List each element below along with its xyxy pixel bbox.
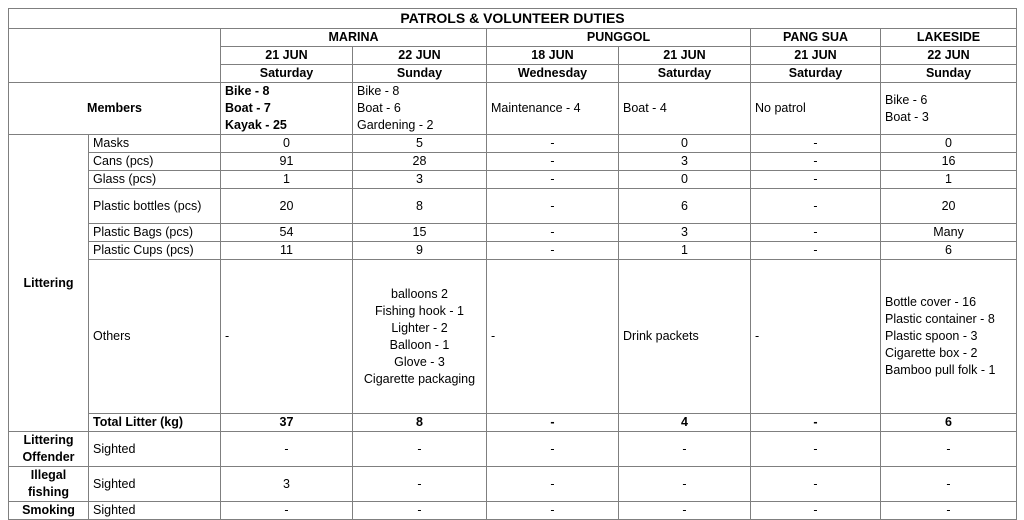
offence-value: 3 (221, 467, 353, 502)
litter-value: 0 (881, 135, 1017, 153)
patrols-table (8, 8, 1017, 520)
total-value: 6 (881, 414, 1017, 432)
members-line: No patrol (755, 101, 806, 115)
litter-value: 8 (353, 189, 487, 224)
litter-item-label: Masks (89, 135, 221, 153)
total-value: - (487, 414, 619, 432)
header-corner (9, 29, 221, 83)
litter-value: - (751, 135, 881, 153)
members-cell (353, 83, 487, 135)
litter-row (9, 242, 1017, 260)
total-row (9, 414, 1017, 432)
day-header: Wednesday (487, 65, 619, 83)
litter-value: 1 (881, 171, 1017, 189)
table-title: PATROLS & VOLUNTEER DUTIES (9, 9, 1017, 29)
total-value: - (751, 414, 881, 432)
others-line: Cigarette box - 2 (885, 346, 978, 360)
others-line: - (491, 329, 496, 343)
day-header: Saturday (751, 65, 881, 83)
location-header: PANG SUA (751, 29, 881, 47)
litter-value: 0 (619, 135, 751, 153)
members-cell (221, 83, 353, 135)
offence-value: - (619, 467, 751, 502)
offence-label: Sighted (89, 467, 221, 502)
others-line: Fishing hook - 1 (375, 303, 464, 318)
offence-row (9, 432, 1017, 467)
litter-value: - (487, 189, 619, 224)
offence-value: - (487, 502, 619, 520)
litter-value: 91 (221, 153, 353, 171)
litter-row (9, 189, 1017, 224)
litter-value: 20 (221, 189, 353, 224)
litter-item-label: Plastic Cups (pcs) (89, 242, 221, 260)
others-line: balloons 2 (391, 286, 448, 301)
litter-value: - (751, 153, 881, 171)
date-header: 21 JUN (221, 47, 353, 65)
offence-row (9, 467, 1017, 502)
litter-row (9, 135, 1017, 153)
others-cell (221, 260, 353, 414)
others-line: Bamboo pull folk - 1 (885, 363, 996, 377)
offence-category: Illegal fishing (9, 467, 89, 502)
date-header: 21 JUN (751, 47, 881, 65)
others-line: Cigarette packaging (363, 371, 476, 386)
litter-value: 16 (881, 153, 1017, 171)
location-header-row (9, 29, 1017, 47)
location-header: LAKESIDE (881, 29, 1017, 47)
date-header: 18 JUN (487, 47, 619, 65)
litter-value: 5 (353, 135, 487, 153)
total-value: 4 (619, 414, 751, 432)
others-line: Plastic container - 8 (885, 312, 995, 326)
day-header: Saturday (221, 65, 353, 83)
members-line: Maintenance - 4 (491, 101, 581, 115)
members-line: Boat - 7 (225, 101, 271, 115)
date-header: 22 JUN (353, 47, 487, 65)
litter-value: 15 (353, 224, 487, 242)
litter-item-label: Plastic Bags (pcs) (89, 224, 221, 242)
offence-value: - (751, 467, 881, 502)
members-cell (619, 83, 751, 135)
offence-value: - (881, 432, 1017, 467)
total-value: 37 (221, 414, 353, 432)
offence-value: - (353, 502, 487, 520)
litter-value: 3 (619, 153, 751, 171)
litter-value: 9 (353, 242, 487, 260)
members-cell (487, 83, 619, 135)
offence-label: Sighted (89, 502, 221, 520)
others-line: Glove - 3 (394, 354, 445, 369)
date-header: 22 JUN (881, 47, 1017, 65)
litter-value: 28 (353, 153, 487, 171)
offence-value: - (487, 467, 619, 502)
litter-value: 54 (221, 224, 353, 242)
litter-value: - (487, 153, 619, 171)
litter-value: 1 (619, 242, 751, 260)
others-line: Drink packets (623, 329, 699, 343)
offence-value: - (751, 502, 881, 520)
members-line: Bike - 8 (225, 84, 270, 98)
litter-value: 20 (881, 189, 1017, 224)
others-row (9, 260, 1017, 414)
others-line: Bottle cover - 16 (885, 295, 977, 309)
members-line: Bike - 6 (885, 92, 928, 107)
others-cell (487, 260, 619, 414)
offence-value: - (881, 467, 1017, 502)
offence-value: - (619, 432, 751, 467)
duties-sheet (8, 8, 1016, 520)
litter-item-label: Plastic bottles (pcs) (89, 189, 221, 224)
litter-value: - (487, 224, 619, 242)
day-header: Sunday (881, 65, 1017, 83)
litter-value: 0 (221, 135, 353, 153)
offence-value: - (353, 467, 487, 502)
total-value: 8 (353, 414, 487, 432)
litter-value: 11 (221, 242, 353, 260)
others-cell (353, 260, 487, 414)
offence-value: - (619, 502, 751, 520)
litter-value: 0 (619, 171, 751, 189)
litter-value: - (751, 224, 881, 242)
offence-value: - (221, 502, 353, 520)
offence-label: Sighted (89, 432, 221, 467)
offence-value: - (881, 502, 1017, 520)
date-header: 21 JUN (619, 47, 751, 65)
members-line: Boat - 3 (885, 109, 929, 124)
others-cell (751, 260, 881, 414)
total-label: Total Litter (kg) (89, 414, 221, 432)
offence-row (9, 502, 1017, 520)
others-line: - (755, 329, 760, 343)
members-line: Boat - 4 (623, 101, 667, 115)
litter-item-label: Cans (pcs) (89, 153, 221, 171)
litter-value: - (751, 242, 881, 260)
litter-row (9, 171, 1017, 189)
members-line: Gardening - 2 (357, 118, 434, 132)
day-header: Sunday (353, 65, 487, 83)
members-row (9, 83, 1017, 135)
litter-value: Many (881, 224, 1017, 242)
litter-row (9, 224, 1017, 242)
litter-value: 3 (353, 171, 487, 189)
litter-value: - (487, 242, 619, 260)
offence-category: Smoking (9, 502, 89, 520)
litter-value: 1 (221, 171, 353, 189)
litter-value: - (751, 189, 881, 224)
others-label: Others (89, 260, 221, 414)
offence-value: - (751, 432, 881, 467)
litter-value: 6 (881, 242, 1017, 260)
location-header: MARINA (221, 29, 487, 47)
others-line: Plastic spoon - 3 (885, 329, 978, 343)
members-cell (881, 83, 1017, 135)
offence-value: - (221, 432, 353, 467)
members-line: Boat - 6 (357, 101, 401, 115)
members-line: Kayak - 25 (225, 118, 287, 132)
others-line: Balloon - 1 (389, 337, 450, 352)
litter-value: - (751, 171, 881, 189)
offence-value: - (353, 432, 487, 467)
day-header: Saturday (619, 65, 751, 83)
offence-category: Littering Offender (9, 432, 89, 467)
litter-value: - (487, 135, 619, 153)
members-line: Bike - 8 (357, 84, 400, 98)
location-header: PUNGGOL (487, 29, 751, 47)
others-cell (881, 260, 1017, 414)
litter-row (9, 153, 1017, 171)
litter-item-label: Glass (pcs) (89, 171, 221, 189)
others-cell (619, 260, 751, 414)
members-label: Members (9, 83, 221, 135)
offence-value: - (487, 432, 619, 467)
others-line: - (225, 329, 230, 343)
members-cell (751, 83, 881, 135)
litter-value: 3 (619, 224, 751, 242)
others-line: Lighter - 2 (391, 320, 448, 335)
littering-category: Littering (9, 135, 89, 432)
litter-value: 6 (619, 189, 751, 224)
litter-value: - (487, 171, 619, 189)
